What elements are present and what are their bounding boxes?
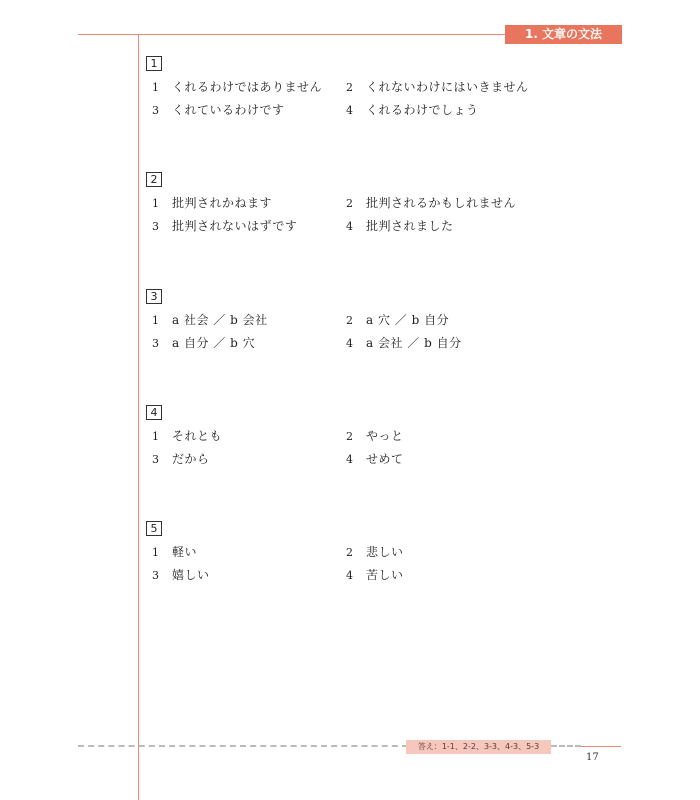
option-text: 批判されるかもしれません bbox=[366, 196, 517, 210]
option bbox=[152, 334, 255, 351]
chapter-title-tab: 1. 文章の文法 bbox=[505, 25, 622, 44]
option bbox=[152, 543, 197, 560]
option bbox=[152, 217, 297, 234]
option-text: やっと bbox=[366, 429, 404, 443]
question-number: 2 bbox=[146, 172, 162, 187]
option-number: 2 bbox=[346, 314, 354, 327]
option-text: a 穴 ／ b 自分 bbox=[366, 313, 450, 327]
option bbox=[152, 194, 272, 211]
footer-dashed-rule bbox=[551, 745, 581, 747]
option-number: 4 bbox=[346, 337, 354, 350]
answer-key: 答え：1-1、2-2、3-3、4-3、5-3 bbox=[406, 740, 551, 754]
page-number-rule bbox=[581, 746, 621, 747]
option-text: 悲しい bbox=[366, 545, 404, 559]
option-number: 4 bbox=[346, 569, 354, 582]
option-text: 嬉しい bbox=[172, 568, 210, 582]
option-text: せめて bbox=[366, 452, 404, 466]
option-number: 1 bbox=[152, 197, 160, 210]
option-number: 2 bbox=[346, 430, 354, 443]
option bbox=[152, 566, 210, 583]
option bbox=[346, 543, 404, 560]
option-number: 2 bbox=[346, 197, 354, 210]
option-text: 軽い bbox=[172, 545, 198, 559]
option bbox=[346, 450, 404, 467]
option-text: 批判されかねます bbox=[172, 196, 273, 210]
option bbox=[152, 450, 210, 467]
option-number: 2 bbox=[346, 546, 354, 559]
option bbox=[152, 101, 285, 118]
option-text: a 自分 ／ b 穴 bbox=[172, 336, 256, 350]
option-text: 批判されないはずです bbox=[172, 219, 298, 233]
option bbox=[346, 566, 404, 583]
option-number: 1 bbox=[152, 430, 160, 443]
option-text: それとも bbox=[172, 429, 223, 443]
option-text: 批判されました bbox=[366, 219, 454, 233]
option-text: だから bbox=[172, 452, 210, 466]
option-text: 苦しい bbox=[366, 568, 404, 582]
question-number: 4 bbox=[146, 405, 162, 420]
option-text: くれないわけにはいきません bbox=[366, 80, 529, 94]
question-number: 5 bbox=[146, 521, 162, 536]
header-rule bbox=[78, 34, 508, 35]
option bbox=[152, 78, 322, 95]
option-text: a 社会 ／ b 会社 bbox=[172, 313, 268, 327]
option-number: 1 bbox=[152, 314, 160, 327]
page-number: 17 bbox=[586, 752, 599, 763]
option-number: 3 bbox=[152, 453, 160, 466]
option-number: 3 bbox=[152, 104, 160, 117]
footer-dashed-rule bbox=[78, 745, 408, 747]
question-number: 1 bbox=[146, 56, 162, 71]
option-text: くれるわけでしょう bbox=[366, 103, 479, 117]
option-number: 4 bbox=[346, 453, 354, 466]
option-text: くれているわけです bbox=[172, 103, 285, 117]
option bbox=[346, 311, 449, 328]
option-number: 1 bbox=[152, 546, 160, 559]
option bbox=[346, 78, 529, 95]
option-number: 4 bbox=[346, 104, 354, 117]
option bbox=[346, 101, 479, 118]
option-number: 3 bbox=[152, 337, 160, 350]
option bbox=[346, 334, 462, 351]
option bbox=[346, 194, 516, 211]
option bbox=[152, 311, 268, 328]
option-text: くれるわけではありません bbox=[172, 80, 323, 94]
option-number: 3 bbox=[152, 220, 160, 233]
option bbox=[346, 217, 454, 234]
question-number: 3 bbox=[146, 289, 162, 304]
margin-rule bbox=[138, 34, 139, 800]
option-number: 2 bbox=[346, 81, 354, 94]
option-number: 4 bbox=[346, 220, 354, 233]
option-number: 3 bbox=[152, 569, 160, 582]
option-number: 1 bbox=[152, 81, 160, 94]
option bbox=[152, 427, 222, 444]
option bbox=[346, 427, 404, 444]
option-text: a 会社 ／ b 自分 bbox=[366, 336, 462, 350]
